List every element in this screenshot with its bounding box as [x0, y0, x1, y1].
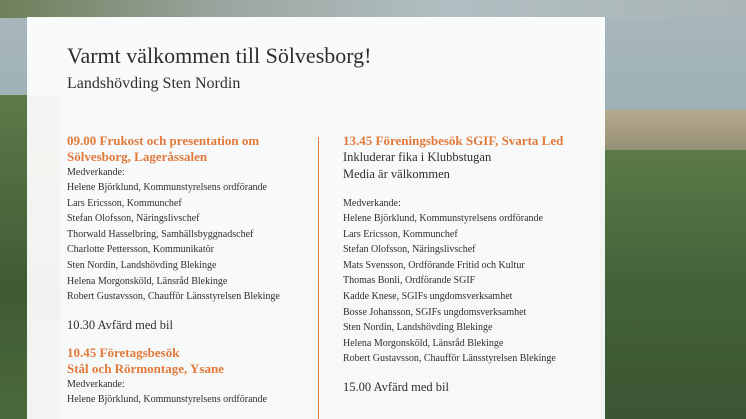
- participant: Helene Björklund, Kommunstyrelsens ordförande: [67, 393, 267, 405]
- participant: Kadde Knese, SGIFs ungdomsverksamhet: [343, 290, 513, 302]
- participant: Stefan Olofsson, Näringslivschef: [343, 244, 476, 256]
- heading-line: 10.45 Företagsbesök: [67, 344, 180, 360]
- participant: Helene Björklund, Kommunstyrelsens ordförande: [67, 182, 267, 193]
- forest-right: [600, 150, 746, 419]
- participant: Lars Ericsson, Kommunchef: [67, 197, 182, 209]
- participant: Sten Nordin, Landshövding Blekinge: [67, 259, 217, 271]
- departure-1030: 10.30 Avfärd med bil: [67, 317, 173, 332]
- departure-1500: 15.00 Avfärd med bil: [343, 379, 449, 394]
- event-heading-0900: [67, 133, 312, 165]
- participant: Lars Ericsson, Kommunchef: [343, 228, 458, 240]
- heading-line: Stål och Rörmontage, Ysane: [67, 360, 224, 376]
- participant: Robert Gustavsson, Chaufför Länsstyrelsen Blekinge: [67, 291, 280, 303]
- participant: Helena Morgonsköld, Länsråd Blekinge: [343, 337, 504, 349]
- event-heading-1345: 13.45 Föreningsbesök SGIF, Svarta Led: [343, 133, 564, 148]
- participant: Thorwald Hasselbring, Samhällsbyggnadschef: [67, 228, 254, 240]
- participant: Charlotte Pettersson, Kommunikatör: [67, 244, 214, 256]
- participants-label: Medverkande:: [67, 378, 125, 390]
- event-heading-1045: [67, 345, 312, 377]
- heading-line: Sölvesborg, Lageråssalen: [67, 149, 208, 164]
- top-strip: [0, 0, 746, 18]
- participant: Bosse Johansson, SGIFs ungdomsverksamhet: [343, 306, 527, 318]
- program-panel: [27, 17, 605, 419]
- page-title: Varmt välkommen till Sölvesborg!: [67, 43, 372, 68]
- participant: Thomas Bonli, Ordförande SGIF: [343, 275, 476, 287]
- participant: Robert Gustavsson, Chaufför Länsstyrelsen Blekinge: [343, 353, 556, 365]
- right-column: [343, 133, 598, 395]
- participant: Stefan Olofsson, Näringslivschef: [67, 213, 200, 225]
- participant: Helene Björklund, Kommunstyrelsens ordförande: [343, 213, 543, 224]
- participants-list: [67, 180, 312, 305]
- participants-list: [343, 211, 598, 367]
- left-column: [67, 133, 312, 407]
- participants-label: Medverkande:: [343, 198, 401, 209]
- participant: Mats Svensson, Ordförande Fritid och Kultur: [343, 259, 525, 271]
- column-divider: [318, 137, 319, 419]
- participant: Sten Nordin, Landshövding Blekinge: [343, 322, 493, 334]
- participant: Helena Morgonsköld, Länsråd Blekinge: [67, 275, 228, 287]
- heading-line: 09.00 Frukost och presentation om: [67, 133, 260, 148]
- event-note: Inkluderar fika i Klubbstugan: [343, 150, 492, 164]
- page-subtitle: Landshövding Sten Nordin: [67, 75, 241, 92]
- event-note: Media är välkommen: [343, 167, 450, 181]
- participants-label: Medverkande:: [67, 167, 125, 178]
